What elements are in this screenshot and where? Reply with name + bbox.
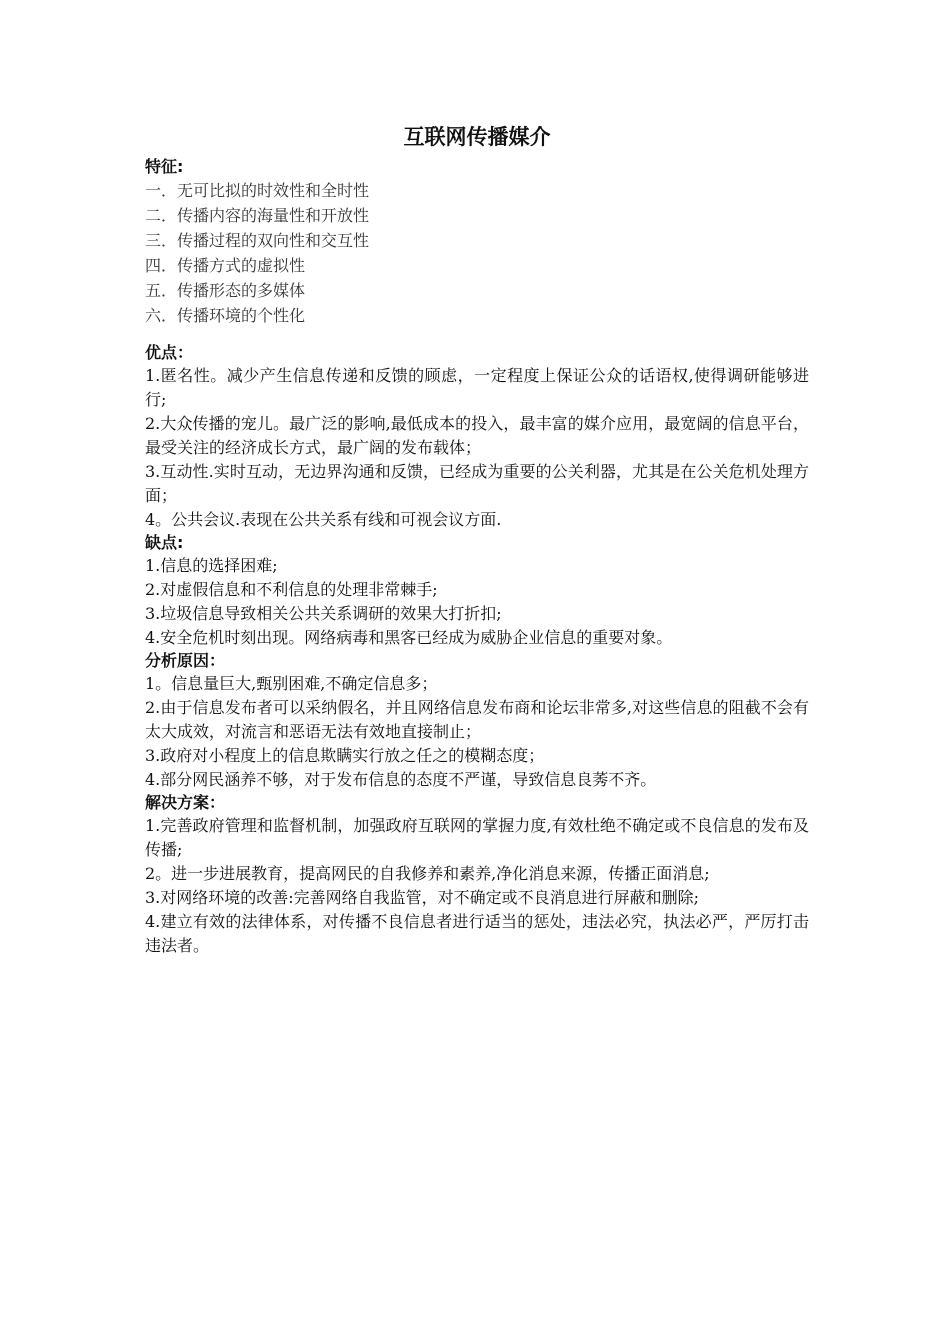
- disadvantages-heading: 缺点:: [145, 533, 184, 552]
- advantage-item: 1.匿名性。减少产生信息传递和反馈的顾虑，一定程度上保证公众的话语权,使得调研能够进行;: [145, 366, 809, 409]
- solution-item: 1.完善政府管理和监督机制，加强政府互联网的掌握力度,有效杜绝不确定或不良信息的发布及传播;: [145, 816, 809, 859]
- disadvantage-item: 2.对虚假信息和不利信息的处理非常棘手;: [145, 580, 438, 599]
- disadvantage-item: 4.安全危机时刻出现。网络病毒和黑客已经成为威胁企业信息的重要对象。: [145, 628, 673, 647]
- advantage-item: 3.互动性.实时互动，无边界沟通和反馈，已经成为重要的公关利器，尤其是在公关危机处理方面；: [145, 462, 809, 505]
- feature-item: 二．传播内容的海量性和开放性: [145, 206, 370, 225]
- solution-item: 2。进一步进展教育，提高网民的自我修养和素养,净化消息来源，传播正面消息;: [145, 864, 710, 883]
- feature-item: 四．传播方式的虚拟性: [145, 256, 306, 275]
- causes-list: [145, 672, 809, 792]
- advantage-item: 2.大众传播的宠儿。最广泛的影响,最低成本的投入，最丰富的媒介应用，最宽阔的信息平台，最受关注的经济成长方式，最广阔的发布载体；: [145, 414, 809, 457]
- feature-item: 一．无可比拟的时效性和全时性: [145, 181, 370, 200]
- feature-item: 五．传播形态的多媒体: [145, 281, 306, 300]
- feature-item: 六．传播环境的个性化: [145, 306, 306, 325]
- causes-heading: 分析原因：: [145, 651, 226, 670]
- cause-item: 4.部分网民涵养不够，对于发布信息的态度不严谨，导致信息良莠不齐。: [145, 770, 657, 789]
- solutions-heading: 解决方案：: [145, 793, 226, 812]
- advantages-list: [145, 364, 809, 532]
- features-heading: 特征:: [145, 157, 184, 176]
- solution-item: 4.建立有效的法律体系，对传播不良信息者进行适当的惩处，违法必究，执法必严，严厉打击违法者。: [145, 912, 809, 955]
- document-page: [145, 120, 809, 958]
- document-title: 互联网传播媒介: [403, 125, 551, 149]
- feature-item: 三．传播过程的双向性和交互性: [145, 231, 370, 250]
- cause-item: 1。信息量巨大,甄别困难,不确定信息多；: [145, 674, 438, 693]
- disadvantages-list: [145, 554, 809, 650]
- solutions-list: [145, 814, 809, 958]
- cause-item: 3.政府对小程度上的信息欺瞒实行放之任之的模糊态度；: [145, 746, 545, 765]
- features-list: [145, 178, 809, 328]
- cause-item: 2.由于信息发布者可以采纳假名，并且网络信息发布商和论坛非常多,对这些信息的阻截不会有太大成效，对流言和恶语无法有效地直接制止；: [145, 698, 809, 741]
- solution-item: 3.对网络环境的改善:完善网络自我监管，对不确定或不良消息进行屏蔽和删除;: [145, 888, 700, 907]
- advantage-item: 4。公共会议.表现在公共关系有线和可视会议方面.: [145, 510, 502, 529]
- disadvantage-item: 3.垃圾信息导致相关公共关系调研的效果大打折扣;: [145, 604, 502, 623]
- advantages-heading: 优点：: [145, 343, 194, 362]
- disadvantage-item: 1.信息的选择困难;: [145, 556, 278, 575]
